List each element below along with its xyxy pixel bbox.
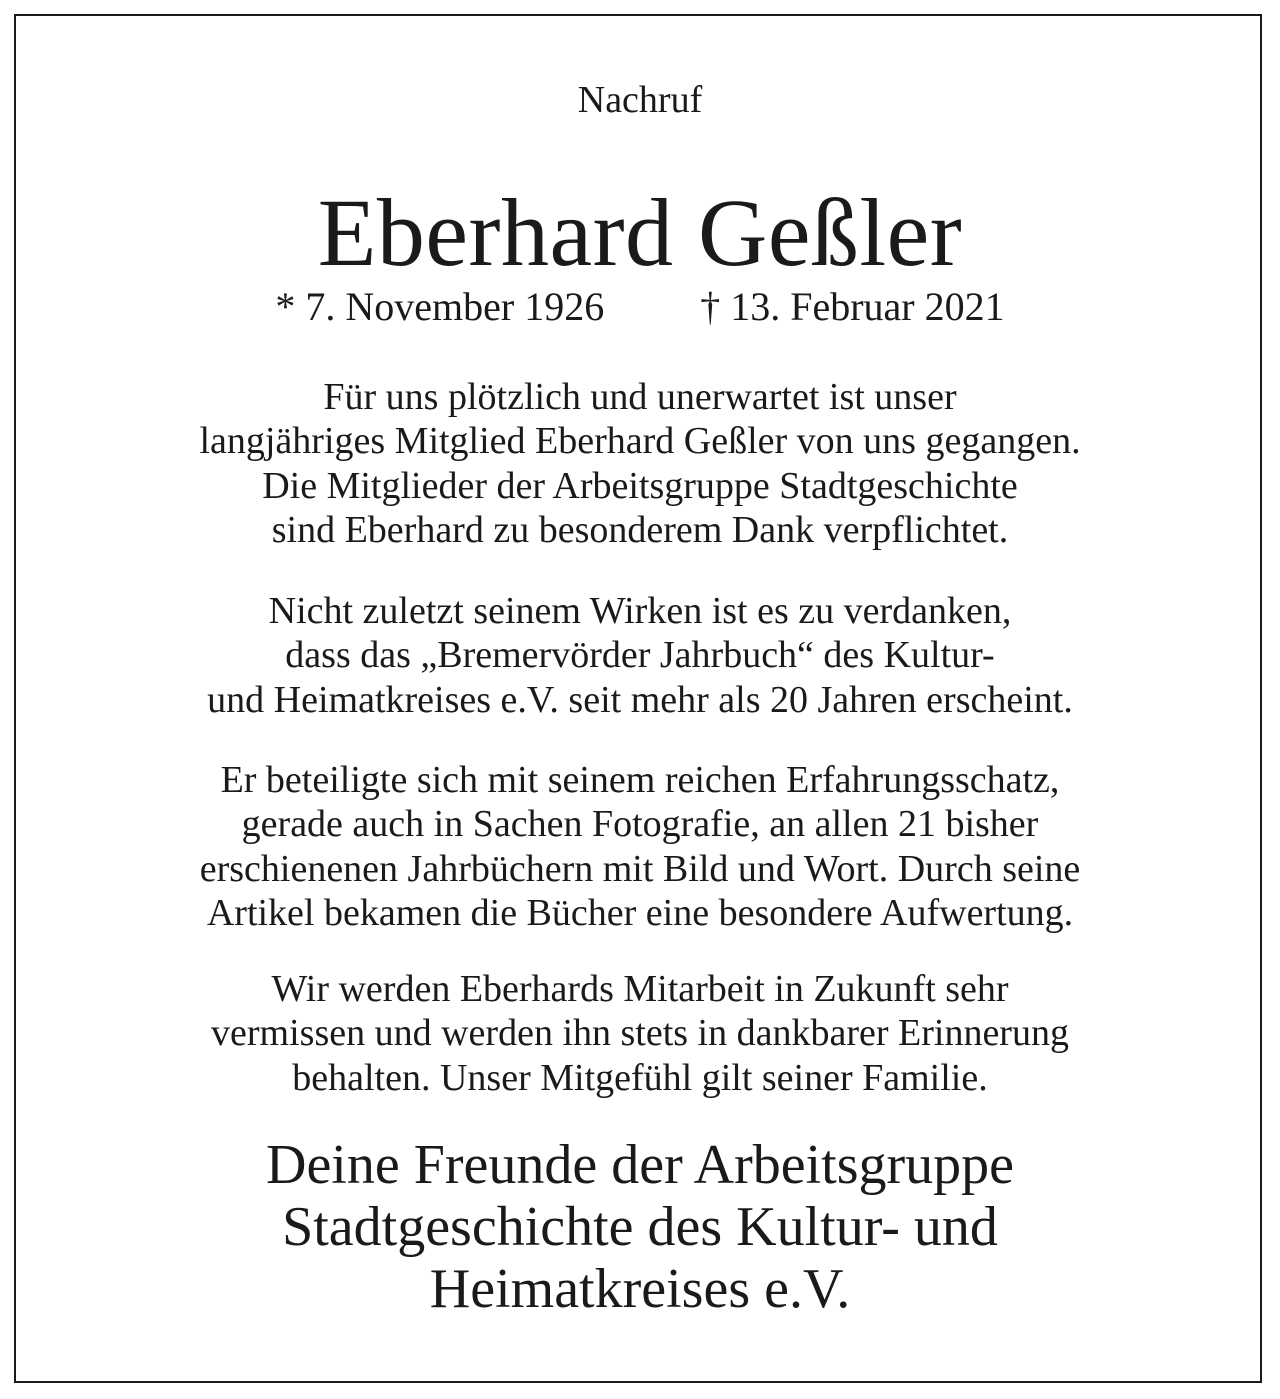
paragraph-line: Er beteiligte sich mit seinem reichen Erfahrungsschatz, — [220, 759, 1060, 801]
paragraph-line: gerade auch in Sachen Fotografie, an allen 21 bisher — [241, 803, 1039, 846]
paragraph-line: langjähriges Mitglied Eberhard Geßler von uns gegangen. — [199, 420, 1081, 463]
signature-line: Deine Freunde der Arbeitsgruppe — [266, 1134, 1014, 1196]
paragraph-3 — [0, 758, 1280, 935]
paragraph-1 — [0, 375, 1280, 552]
paragraph-line: dass das „Bremervörder Jahrbuch“ des Kultur- — [285, 634, 995, 677]
paragraph-line: behalten. Unser Mitgefühl gilt seiner Familie. — [292, 1056, 988, 1099]
paragraph-line: vermissen und werden ihn stets in dankbarer Erinnerung — [211, 1012, 1069, 1055]
paragraph-line: Nicht zuletzt seinem Wirken ist es zu verdanken, — [268, 590, 1012, 632]
signature-line: Stadtgeschichte des Kultur- und — [282, 1196, 998, 1258]
paragraph-line: Die Mitglieder der Arbeitsgruppe Stadtgeschichte — [262, 464, 1018, 507]
paragraph-line: Für uns plötzlich und unerwartet ist unser — [323, 376, 957, 418]
signature-block — [0, 1134, 1280, 1320]
paragraph-line: Artikel bekamen die Bücher eine besondere Aufwertung. — [206, 891, 1074, 934]
signature-line: Heimatkreises e.V. — [429, 1258, 851, 1320]
birth-date: * 7. November 1926 — [275, 284, 605, 329]
paragraph-line: Wir werden Eberhards Mitarbeit in Zukunft sehr — [271, 968, 1009, 1010]
paragraph-4 — [0, 967, 1280, 1100]
paragraph-line: sind Eberhard zu besonderem Dank verpflichtet. — [271, 508, 1009, 551]
death-date: † 13. Februar 2021 — [700, 284, 1005, 329]
paragraph-line: erschienenen Jahrbüchern mit Bild und Wort. Durch seine — [199, 847, 1081, 890]
deceased-name: Eberhard Geßler — [317, 179, 963, 286]
life-dates — [0, 284, 1280, 330]
paragraph-line: und Heimatkreises e.V. seit mehr als 20 Jahren erscheint. — [207, 678, 1073, 721]
notice-heading: Nachruf — [577, 79, 703, 121]
paragraph-2 — [0, 589, 1280, 722]
